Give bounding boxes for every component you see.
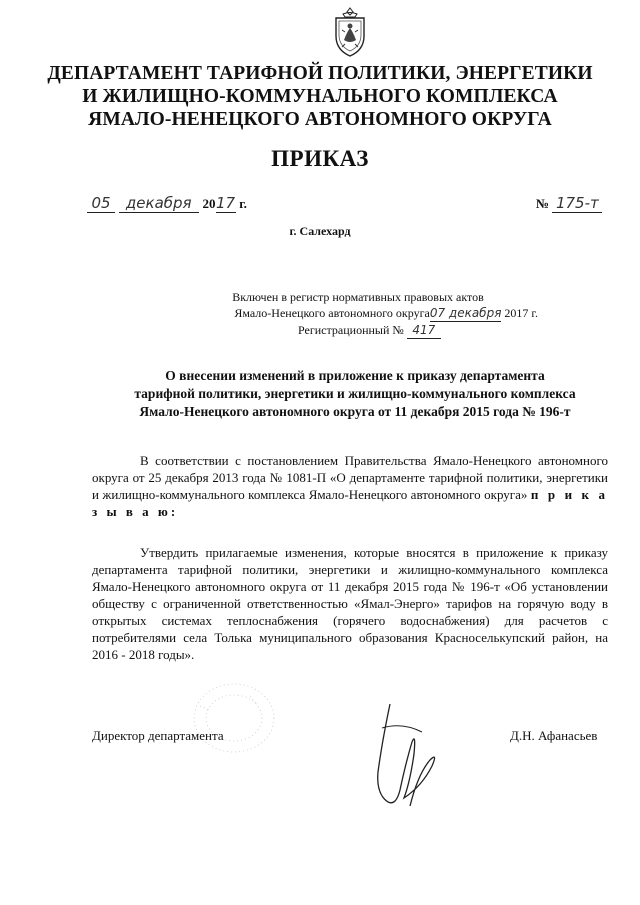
signatory-name: Д.Н. Афанасьев [510, 728, 598, 743]
department-line-1: ДЕПАРТАМЕНТ ТАРИФНОЙ ПОЛИТИКИ, ЭНЕРГЕТИКИ [47, 63, 593, 84]
order-number-value: 175-т [552, 194, 602, 213]
order-number [536, 194, 602, 213]
order-verb: п р и к а з ы в а ю: [92, 487, 608, 519]
registry-line-2-suffix: 2017 г. [504, 306, 538, 320]
department-line-2: И ЖИЛИЩНО-КОММУНАЛЬНОГО КОМПЛЕКСА [82, 86, 558, 107]
registry-note [150, 289, 550, 339]
department-line-3: ЯМАЛО-НЕНЕЦКОГО АВТОНОМНОГО ОКРУГА [88, 109, 552, 130]
department-header [40, 62, 600, 131]
date-month: декабря [119, 194, 199, 213]
order-body-text: Утвердить прилагаемые изменения, которые вносятся в приложение к приказу департамента тарифной политики, энергетики и жилищно-коммунального комплекса Ямало-Ненецкого автономного округа от 11 декабря 2015 года № 196-т «Об установлении обществу с ограниченной ответственностью «Ямал-Энерго» тарифов на горячую воду в открытых системах теплоснабжения (горячего водоснабжения) для расчетов с потребителями села Толька муниципального образования Красноселькупский район, на 2016 - 2018 годы». [92, 545, 608, 662]
order-number-label: № [536, 196, 550, 211]
date-year-prefix: 20 [202, 196, 216, 211]
coat-of-arms-icon [331, 6, 369, 58]
preamble-text [92, 452, 608, 520]
registry-line-3 [150, 322, 550, 339]
heading-line-1: О внесении изменений в приложение к приказу департамента [165, 368, 545, 383]
registry-line-2-prefix: Ямало-Ненецкого автономного округа [234, 306, 430, 320]
order-heading [90, 367, 620, 421]
date-year-label: г. [239, 196, 247, 211]
handwritten-signature [352, 702, 462, 812]
signatory-position: Директор департамента [92, 728, 224, 743]
heading-line-3: Ямало-Ненецкого автономного округа от 11 декабря 2015 года № 196-т [139, 404, 571, 419]
preamble-body: В соответствии с постановлением Правительства Ямало-Ненецкого автономного округа от 25 декабря 2013 года № 1081-П «О департаменте тарифной политики, энергетики и жилищно-коммунального комплекса Ямало-Ненецкого автономного округа» [92, 453, 608, 502]
preamble-paragraph [92, 452, 608, 520]
registry-date: 07 декабря [429, 306, 502, 320]
date-year-suffix: 17 [215, 194, 236, 212]
document-type-title: ПРИКАЗ [271, 146, 369, 171]
registry-line-1: Включен в регистр нормативных правовых актов [232, 290, 484, 304]
city: г. Салехард [289, 224, 351, 238]
date-day: 05 [87, 194, 115, 213]
order-date [87, 194, 247, 213]
registry-number-label: Регистрационный № [298, 323, 404, 337]
heading-line-2: тарифной политики, энергетики и жилищно-коммунального комплекса [134, 386, 576, 401]
registry-line-2 [150, 305, 550, 322]
registry-number: 417 [407, 322, 441, 339]
faint-stamp-impression [170, 676, 290, 760]
order-body-paragraph [92, 544, 608, 663]
